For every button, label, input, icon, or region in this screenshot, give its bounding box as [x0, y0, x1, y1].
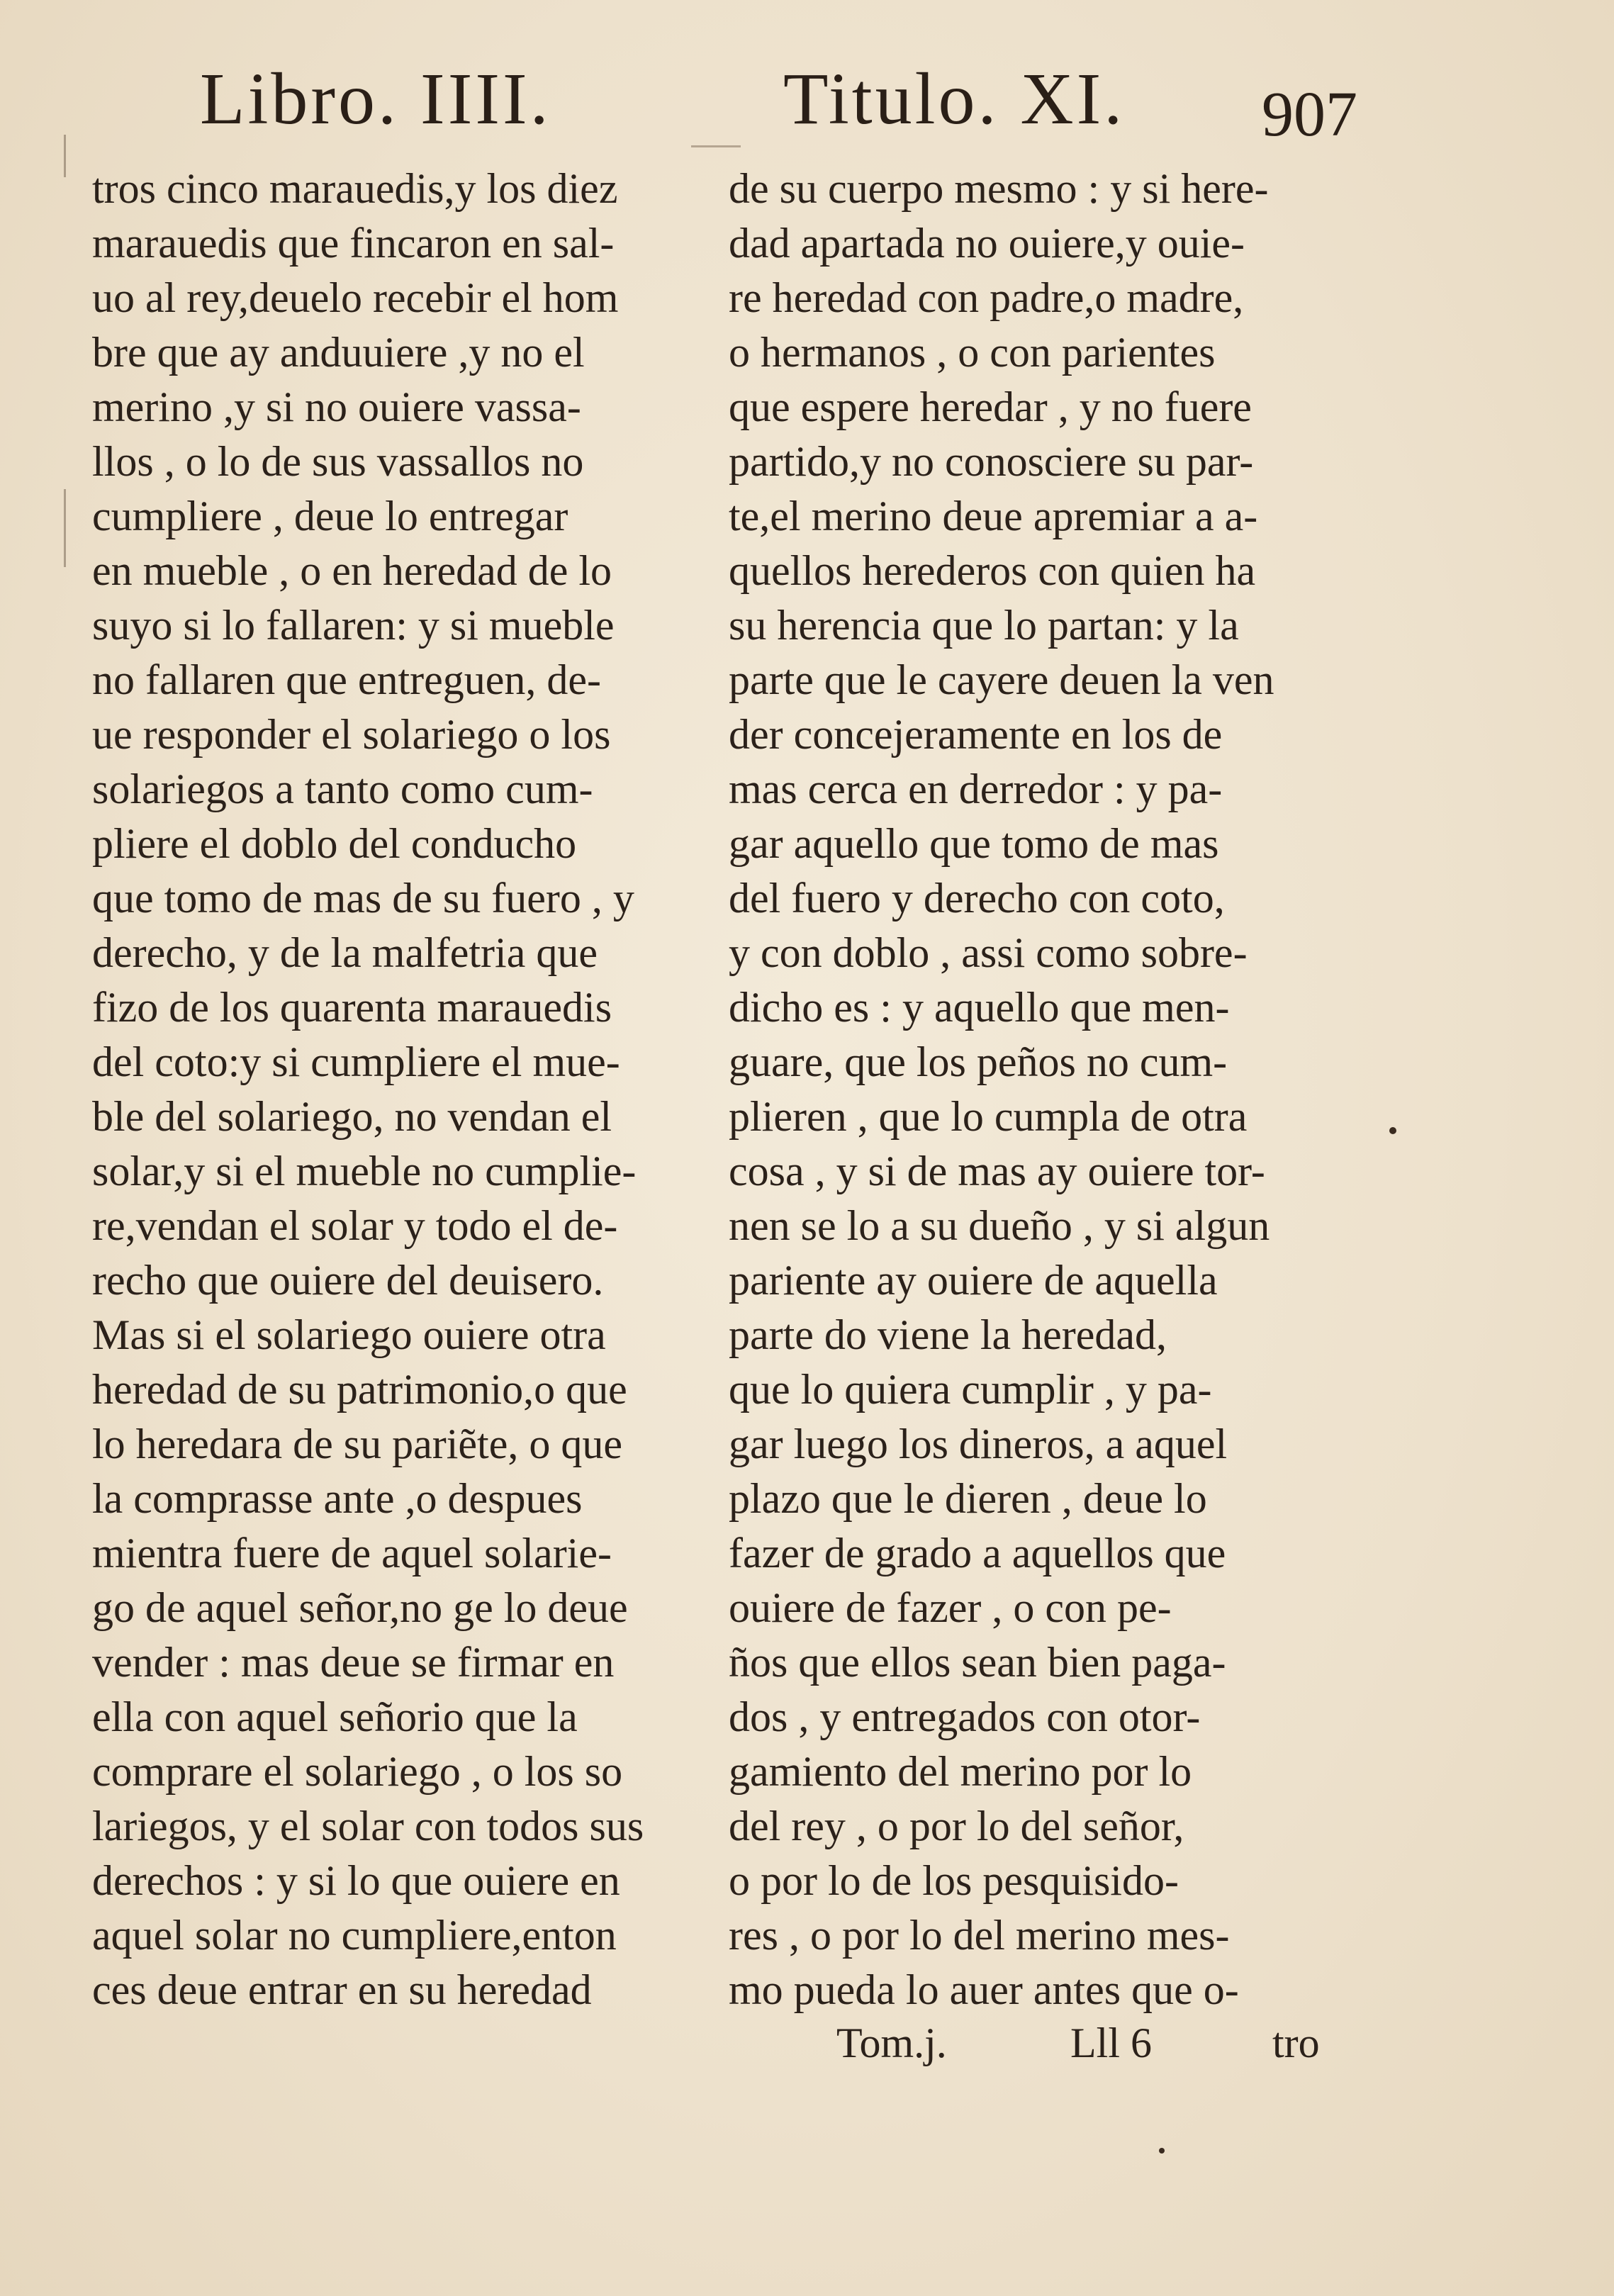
text-line: ble del solariego, no vendan el — [92, 1093, 612, 1140]
text-line: plazo que le dieren , deue lo — [729, 1475, 1207, 1522]
text-line: der concejeramente en los de — [729, 711, 1223, 758]
text-line: la comprasse ante ,o despues — [92, 1475, 583, 1522]
text-line: que espere heredar , y no fuere — [729, 383, 1252, 430]
margin-mark — [64, 135, 66, 177]
text-line: gamiento del merino por lo — [729, 1748, 1192, 1795]
text-line: mas cerca en derredor : y pa- — [729, 766, 1223, 812]
paper-speck — [1159, 2148, 1165, 2154]
text-line: cumpliere , deue lo entregar — [92, 493, 568, 539]
footer-catchline — [836, 2019, 1347, 2076]
text-line: que lo quiera cumplir , y pa- — [729, 1366, 1212, 1413]
text-line: su herencia que lo partan: y la — [729, 602, 1239, 649]
text-line: ces deue entrar en su heredad — [92, 1966, 592, 2013]
catchword: tro — [1272, 2020, 1320, 2066]
paper-speck — [1389, 1127, 1396, 1134]
text-line: parte do viene la heredad, — [729, 1311, 1167, 1358]
text-line: derecho, y de la malfetria que — [92, 929, 598, 976]
text-line: partido,y no conosciere su par- — [729, 438, 1254, 485]
text-line: merino ,y si no ouiere vassa- — [92, 383, 581, 430]
text-line: parte que le cayere deuen la ven — [729, 656, 1274, 703]
text-column-left — [92, 162, 730, 2017]
text-line: derechos : y si lo que ouiere en — [92, 1857, 620, 1904]
text-line: re,vendan el solar y todo el de- — [92, 1202, 618, 1249]
text-line: suyo si lo fallaren: y si mueble — [92, 602, 615, 649]
text-line: mo pueda lo auer antes que o- — [729, 1966, 1239, 2013]
text-line: y con doblo , assi como sobre- — [729, 929, 1248, 976]
text-line: dicho es : y aquello que men- — [729, 984, 1230, 1031]
text-line: dad apartada no ouiere,y ouie- — [729, 220, 1245, 267]
text-line: o por lo de los pesquisido- — [729, 1857, 1179, 1904]
text-line: de su cuerpo mesmo : y si here- — [729, 165, 1269, 212]
text-line: heredad de su patrimonio,o que — [92, 1366, 627, 1413]
signature-mark: Lll 6 — [1070, 2020, 1152, 2066]
text-line: lo heredara de su pariẽte, o que — [92, 1421, 622, 1467]
text-column-right — [729, 162, 1367, 2017]
text-line: fazer de grado a aquellos que — [729, 1530, 1226, 1577]
text-line: bre que ay anduuiere ,y no el — [92, 329, 585, 376]
text-line: gar aquello que tomo de mas — [729, 820, 1219, 867]
text-line: te,el merino deue apremiar a a- — [729, 493, 1258, 539]
text-line: ella con aquel señorio que la — [92, 1693, 578, 1740]
text-line: vender : mas deue se firmar en — [92, 1639, 615, 1686]
text-line: que tomo de mas de su fuero , y — [92, 875, 634, 922]
text-line: ue responder el solariego o los — [92, 711, 611, 758]
text-line: gar luego los dineros, a aquel — [729, 1421, 1228, 1467]
text-line: re heredad con padre,o madre, — [729, 274, 1244, 321]
text-line: cosa , y si de mas ay ouiere tor- — [729, 1148, 1265, 1194]
text-line: marauedis que fincaron en sal- — [92, 220, 615, 267]
text-line: dos , y entregados con otor- — [729, 1693, 1201, 1740]
text-line: solariegos a tanto como cum- — [92, 766, 593, 812]
header-rule — [691, 145, 741, 147]
text-line: Mas si el solariego ouiere otra — [92, 1311, 606, 1358]
text-line: solar,y si el mueble no cumplie- — [92, 1148, 637, 1194]
text-line: quellos herederos con quien ha — [729, 547, 1256, 594]
text-line: aquel solar no cumpliere,enton — [92, 1912, 617, 1959]
margin-mark — [64, 489, 66, 567]
text-line: comprare el solariego , o los so — [92, 1748, 623, 1795]
text-line: plieren , que lo cumpla de otra — [729, 1093, 1248, 1140]
text-line: uo al rey,deuelo recebir el hom — [92, 274, 619, 321]
text-line: ouiere de fazer , o con pe- — [729, 1584, 1172, 1631]
text-line: pliere el doblo del conducho — [92, 820, 577, 867]
text-line: en mueble , o en heredad de lo — [92, 547, 612, 594]
text-line: llos , o lo de sus vassallos no — [92, 438, 584, 485]
running-head-book: Libro. IIII. — [200, 58, 551, 140]
text-line: del coto:y si cumpliere el mue- — [92, 1038, 620, 1085]
text-line: recho que ouiere del deuisero. — [92, 1257, 604, 1304]
text-line: res , o por lo del merino mes- — [729, 1912, 1230, 1959]
text-line: mientra fuere de aquel solarie- — [92, 1530, 612, 1577]
text-line: del fuero y derecho con coto, — [729, 875, 1225, 922]
volume-mark: Tom.j. — [836, 2020, 947, 2066]
text-line: o hermanos , o con parientes — [729, 329, 1216, 376]
text-line: go de aquel señor,no ge lo deue — [92, 1584, 628, 1631]
text-line: no fallaren que entreguen, de- — [92, 656, 601, 703]
text-line: lariegos, y el solar con todos sus — [92, 1803, 644, 1849]
text-line: tros cinco marauedis,y los diez — [92, 165, 618, 212]
text-line: del rey , o por lo del señor, — [729, 1803, 1184, 1849]
text-line: ños que ellos sean bien paga- — [729, 1639, 1226, 1686]
running-head-title: Titulo. XI. — [783, 58, 1126, 140]
text-line: guare, que los peños no cum- — [729, 1038, 1228, 1085]
folio-number: 907 — [1262, 79, 1357, 150]
text-line: fizo de los quarenta marauedis — [92, 984, 612, 1031]
text-line: pariente ay ouiere de aquella — [729, 1257, 1218, 1304]
text-line: nen se lo a su dueño , y si algun — [729, 1202, 1270, 1249]
